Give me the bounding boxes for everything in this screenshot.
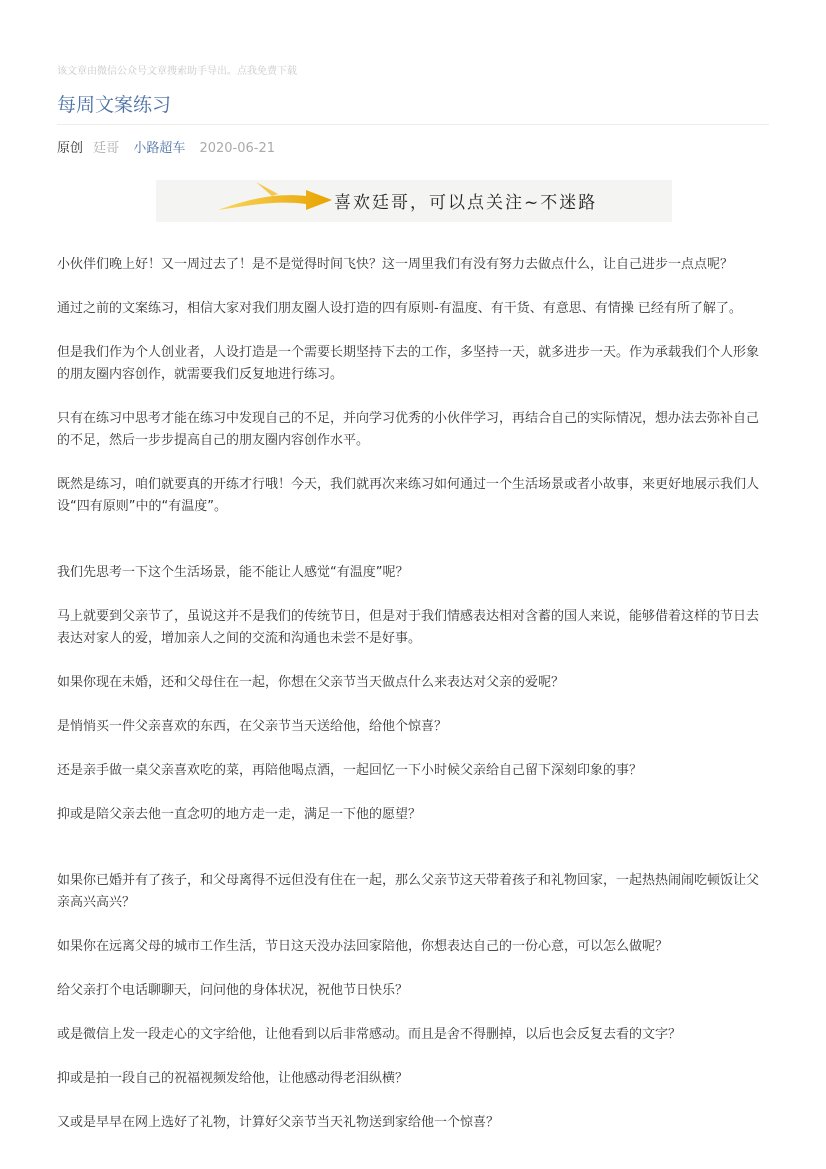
paragraph: 如果你在远离父母的城市工作生活，节日这天没办法回家陪他，你想表达自己的一份心意，可以怎么做呢？ (57, 939, 669, 954)
paragraph: 给父亲打个电话聊聊天，问问他的身体状况，祝他节日快乐？ (57, 983, 409, 998)
paragraph: 抑或是拍一段自己的祝福视频发给他，让他感动得老泪纵横？ (57, 1071, 409, 1086)
paragraph: 如果你已婚并有了孩子，和父母离得不远但没有住在一起，那么父亲节这天带着孩子和礼物回家，一起热热闹闹吃顿饭让父亲高兴高兴？ (57, 873, 760, 910)
paragraph: 是悄悄买一件父亲喜欢的东西，在父亲节当天送给他，给他个惊喜？ (57, 719, 448, 734)
banner-text: 喜欢廷哥，可以点关注~不迷路 (334, 193, 598, 213)
paragraph: 还是亲手做一桌父亲喜欢吃的菜，再陪他喝点酒，一起回忆一下小时候父亲给自己留下深刻印象的事？ (57, 763, 643, 778)
paragraph: 又或是早早在网上选好了礼物，计算好父亲节当天礼物送到家给他一个惊喜？ (57, 1115, 500, 1130)
paragraph: 如果你现在未婚，还和父母住在一起，你想在父亲节当天做点什么来表达对父亲的爱呢？ (57, 675, 565, 690)
article-meta (57, 140, 275, 158)
account-link[interactable]: 小路超车 (133, 141, 186, 156)
paragraph: 抑或是陪父亲去他一直念叨的地方走一走，满足一下他的愿望？ (57, 807, 422, 822)
free-download-link[interactable]: 点我免费下载 (237, 66, 297, 77)
paragraph: 但是我们作为个人创业者，人设打造是一个需要长期坚持下去的工作，多坚持一天，就多进步一天。作为承载我们个人形象的朋友圈内容创作，就需要我们反复地进行练习。 (57, 345, 760, 382)
title-divider (57, 124, 769, 125)
paragraph: 马上就要到父亲节了，虽说这并不是我们的传统节日，但是对于我们情感表达相对含蓄的国人来说，能够借着这样的节日去表达对家人的爱，增加亲人之间的交流和沟通也未尝不是好事。 (57, 609, 760, 646)
publish-date: 2020-06-21 (199, 141, 276, 156)
author-name: 廷哥 (93, 141, 120, 156)
paragraph: 通过之前的文案练习，相信大家对我们朋友圈人设打造的四有原则-有温度、有干货、有意思、有情操 已经有所了解了。 (57, 301, 742, 316)
export-notice-text: 该文章由微信公众号文章搜索助手导出。 (57, 66, 237, 77)
paragraph: 小伙伴们晚上好！又一周过去了！是不是觉得时间飞快？这一周里我们有没有努力去做点什么，让自己进步一点点呢？ (57, 257, 734, 272)
article-title: 每周文案练习 (57, 94, 172, 116)
paragraph: 既然是练习，咱们就要真的开练才行哦！今天，我们就再次来练习如何通过一个生活场景或者小故事，来更好地展示我们人设“四有原则”中的“有温度”。 (57, 477, 760, 514)
paragraph: 或是微信上发一段走心的文字给他，让他看到以后非常感动。而且是舍不得删掉，以后也会反复去看的文字？ (57, 1027, 682, 1042)
paragraph: 我们先思考一下这个生活场景，能不能让人感觉“有温度”呢？ (57, 565, 409, 580)
export-notice (57, 62, 297, 77)
article-body (57, 254, 769, 1156)
original-label: 原创 (57, 141, 84, 156)
follow-banner (156, 180, 672, 222)
paragraph: 只有在练习中思考才能在练习中发现自己的不足，并向学习优秀的小伙伴学习，再结合自己的实际情况，想办法去弥补自己的不足，然后一步步提高自己的朋友圈内容创作水平。 (57, 411, 760, 448)
